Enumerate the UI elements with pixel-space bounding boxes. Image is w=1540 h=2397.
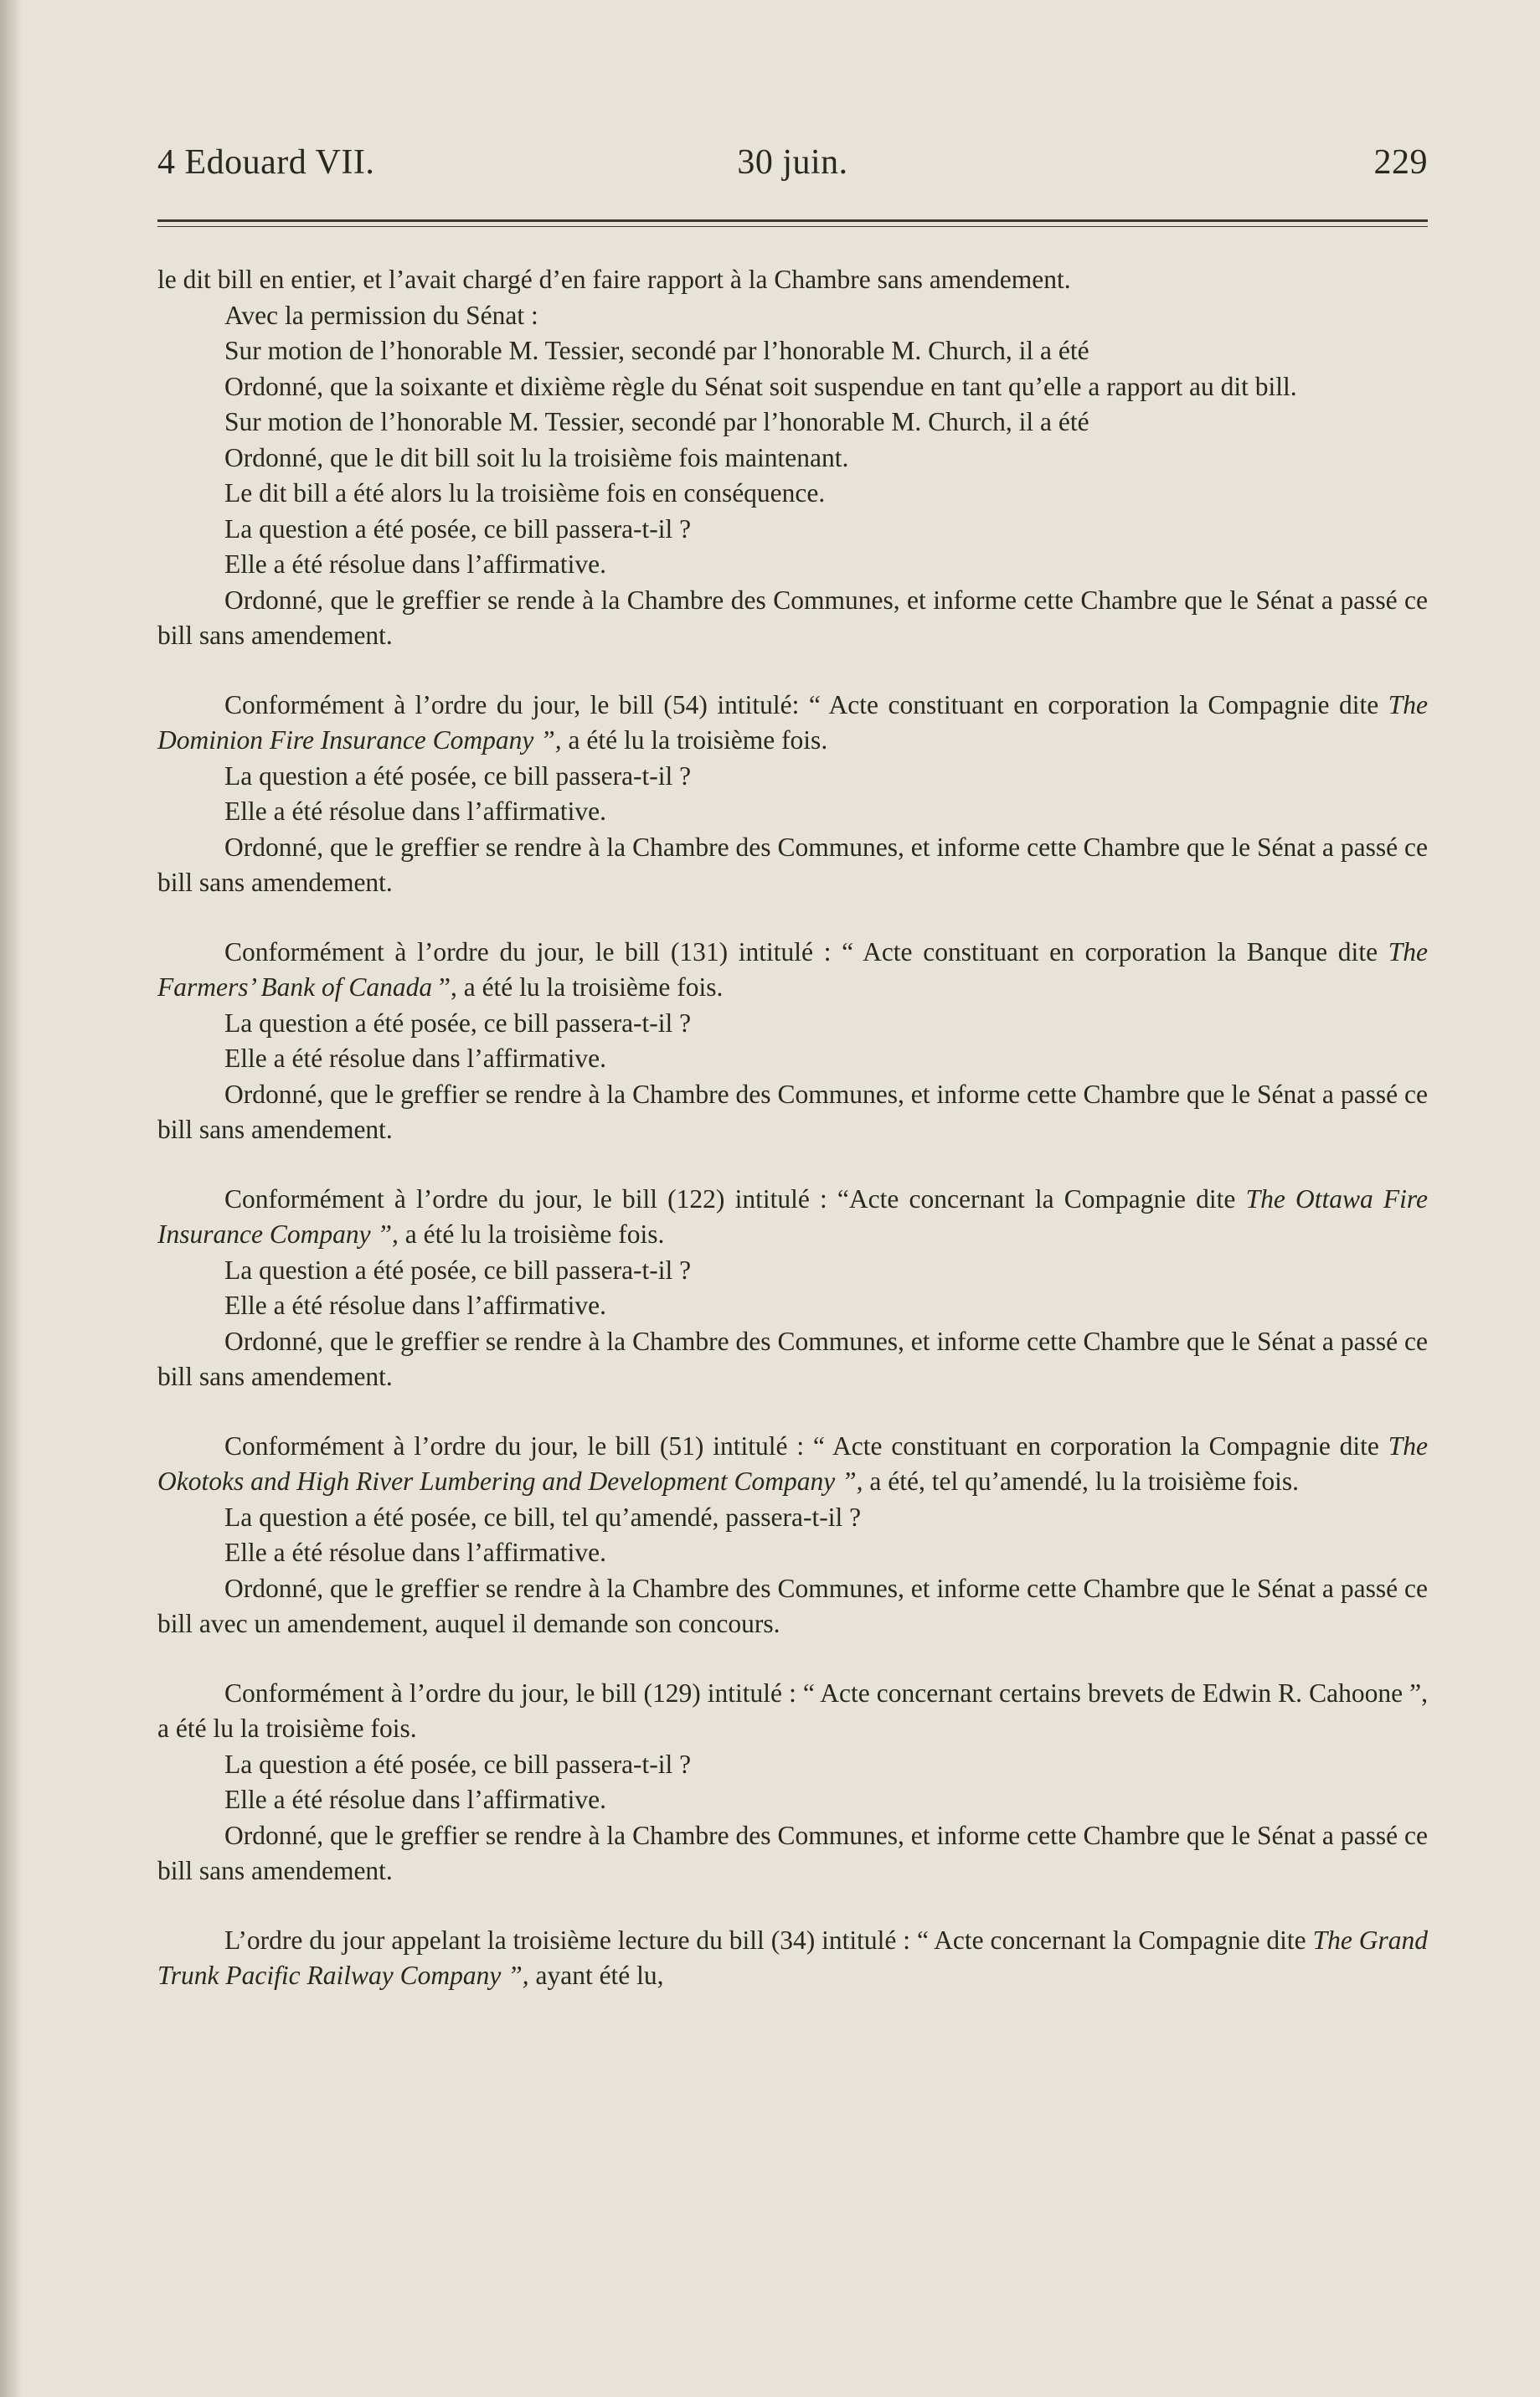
paragraph [157,1041,1428,1077]
paragraph [157,794,1428,830]
paragraph [157,476,1428,512]
paragraph [157,1006,1428,1042]
paragraph [157,1535,1428,1571]
paragraph-text-before-title: Conformément à l’ordre du jour, le bill (122) intitulé : “Acte concernant la Compagnie dite [224,1183,1246,1214]
paragraph-text: Ordonné, que le greffier se rendre à la Chambre des Communes, et informe cette Chambre que le Sénat a passé ce bill sans amendement. [157,1820,1428,1885]
paragraph [157,512,1428,548]
paragraph [157,1324,1428,1395]
paragraph-text: Ordonné, que la soixante et dixième règle du Sénat soit suspendue en tant qu’elle a rapport au dit bill. [224,371,1297,401]
paragraph-gap [157,901,1428,935]
paragraph [157,1782,1428,1818]
paragraph [157,688,1428,759]
paragraph-text-after-title: ”, a été lu la troisième fois. [432,972,724,1002]
italic-company-title: The Grand Trunk Pacific Railway Company ”, [157,1925,1428,1990]
paragraph-text: Sur motion de l’honorable M. Tessier, secondé par l’honorable M. Church, il a été [224,407,1089,436]
paragraph-text: Ordonné, que le greffier se rendre à la Chambre des Communes, et informe cette Chambre que le Sénat a passé ce bill sans amendement. [157,1079,1428,1144]
paragraph-text: Avec la permission du Sénat : [224,300,538,330]
paragraph-text: Ordonné, que le dit bill soit lu la troisième fois maintenant. [224,442,849,472]
header-regnal-year: 4 Edouard VII. [157,143,375,182]
paragraph-text-before-title: L’ordre du jour appelant la troisième lecture du bill (34) intitulé : “ Acte concernant la Compagnie dite [224,1925,1313,1955]
paragraph [157,583,1428,654]
paragraph [157,1429,1428,1500]
paragraph-text: Ordonné, que le greffier se rendre à la Chambre des Communes, et informe cette Chambre que le Sénat a passé ce bill sans amendement. [157,1326,1428,1391]
italic-company-title: The Ottawa Fire Insurance Company ”, [157,1183,1428,1249]
paragraph-text: Le dit bill a été alors lu la troisième fois en conséquence. [224,478,826,508]
paragraph [157,1253,1428,1289]
paragraph-text-before-title: Conformément à l’ordre du jour, le bill (51) intitulé : “ Acte constituant en corporation la Compagnie dite [224,1430,1388,1461]
paragraph-text: Ordonné, que le greffier se rendre à la Chambre des Communes, et informe cette Chambre que le Sénat a passé ce bill sans amendement. [157,832,1428,897]
paragraph [157,935,1428,1006]
paragraph [157,1923,1428,1994]
paragraph-text: Sur motion de l’honorable M. Tessier, secondé par l’honorable M. Church, il a été [224,336,1089,365]
paragraph-text: Elle a été résolue dans l’affirmative. [224,549,606,579]
paragraph-text: le dit bill en entier, et l’avait chargé d’en faire rapport à la Chambre sans amendement. [157,265,1071,294]
paragraph [157,1182,1428,1253]
paragraph [157,333,1428,369]
paragraph [157,1818,1428,1889]
paragraph-gap [157,1889,1428,1923]
paragraph-text-after-title: ayant été lu, [528,1961,664,1990]
paragraph [157,1077,1428,1148]
paragraph [157,405,1428,441]
paragraph-gap [157,1395,1428,1429]
paragraph-text-before-title: Conformément à l’ordre du jour, le bill (131) intitulé : “ Acte constituant en corporation la Banque dite [224,936,1388,967]
paragraph [157,759,1428,795]
document-page [157,142,1428,1994]
paragraph-text: Elle a été résolue dans l’affirmative. [224,1044,606,1073]
paragraph [157,1571,1428,1642]
paragraph-gap [157,1642,1428,1676]
paragraph [157,262,1428,298]
paragraph-text: La question a été posée, ce bill, tel qu’amendé, passera-t-il ? [224,1502,862,1532]
paragraph-text: Elle a été résolue dans l’affirmative. [224,1785,606,1814]
italic-company-title: The Dominion Fire Insurance Company ”, [157,689,1428,755]
paragraph [157,369,1428,405]
paragraph-gap [157,654,1428,688]
paragraph-text: Elle a été résolue dans l’affirmative. [224,1291,606,1320]
italic-company-title: The Okotoks and High River Lumbering and Development Company ”, [157,1430,1428,1496]
header-date: 30 juin. [737,143,848,182]
paragraph-text: Elle a été résolue dans l’affirmative. [224,796,606,826]
paragraph-text-after-title: a été, tel qu’amendé, lu la troisième fois. [863,1467,1299,1496]
paragraph-text-before-title: Conformément à l’ordre du jour, le bill (54) intitulé: “ Acte constituant en corporation la Compagnie dite [224,689,1388,719]
paragraph [157,1747,1428,1783]
paragraph-text: La question a été posée, ce bill passera-t-il ? [224,760,692,791]
paragraph [157,298,1428,334]
paragraph [157,1288,1428,1324]
paragraph-text: Ordonné, que le greffier se rende à la Chambre des Communes, et informe cette Chambre que le Sénat a passé ce bill sans amendement. [157,585,1428,650]
paragraph-text-after-title: a été lu la troisième fois. [561,725,828,755]
paragraph-text: La question a été posée, ce bill passera-t-il ? [224,513,692,544]
paragraph-text: La question a été posée, ce bill passera-t-il ? [224,1255,692,1285]
paragraph-text: Ordonné, que le greffier se rendre à la Chambre des Communes, et informe cette Chambre que le Sénat a passé ce bill avec un amendement, auquel il demande son concours. [157,1573,1428,1638]
paragraph [157,830,1428,901]
running-header [157,142,1428,183]
page-number: 229 [1373,143,1428,182]
paragraph [157,441,1428,477]
paragraph-gap [157,1148,1428,1182]
paragraph-text: Elle a été résolue dans l’affirmative. [224,1538,606,1567]
paragraph [157,1676,1428,1747]
paragraph [157,547,1428,583]
paragraph-text: La question a été posée, ce bill passera-t-il ? [224,1008,692,1038]
body-text [157,262,1428,1994]
paragraph-text-after-title: a été lu la troisième fois. [398,1219,665,1249]
paragraph-text: La question a été posée, ce bill passera-t-il ? [224,1749,692,1779]
page-spine-shadow [0,0,22,2397]
paragraph-text: Conformément à l’ordre du jour, le bill (129) intitulé : “ Acte concernant certains brevets de Edwin R. Cahoone ”, a été lu la troisième fois. [157,1678,1428,1743]
header-double-rule [157,219,1428,227]
paragraph [157,1500,1428,1536]
italic-company-title: The Farmers’ Bank of Canada [157,936,1428,1002]
